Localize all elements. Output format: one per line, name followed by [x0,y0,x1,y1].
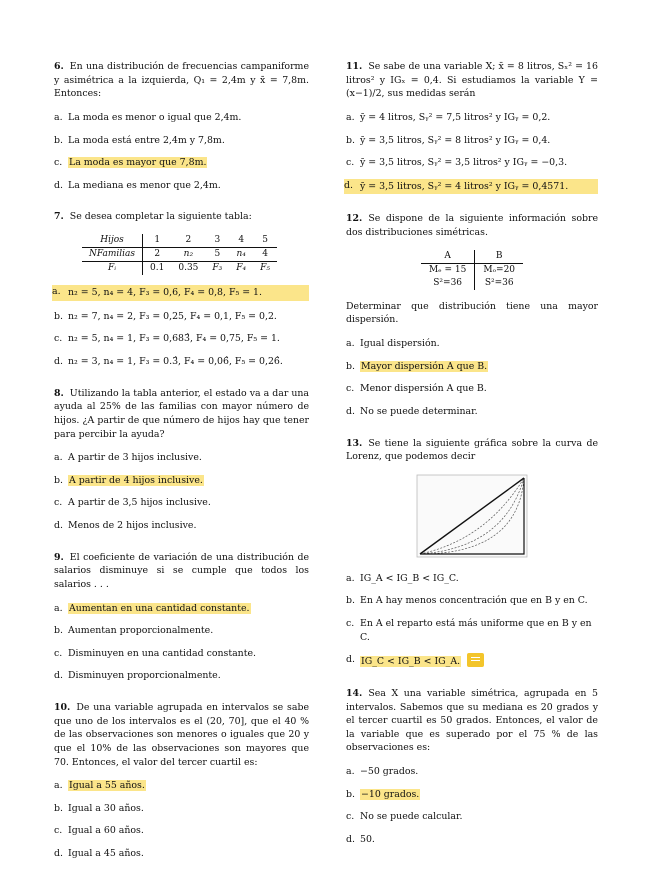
question-number: 6. [54,61,64,72]
question-number: 10. [54,702,71,714]
right-column [346,60,598,865]
table-cell: n₂ [171,248,205,262]
option-label: d. [54,520,63,532]
frequency-table [82,234,277,275]
option-label: c. [54,647,63,659]
option-text: Menos de 2 hijos inclusive. [68,520,197,532]
option-label: b. [54,310,63,322]
option-a[interactable] [346,572,598,586]
question-text: Se dispone de la siguiente información sobre dos distribuciones simétricas. [346,213,598,238]
option-d[interactable] [346,405,598,419]
option-a[interactable] [54,602,309,616]
option-label: d. [346,405,355,417]
option-label: a. [346,766,355,778]
question-text: Se sabe de una variable X; x̄ = 8 litros, Sₓ² = 16 litros² y IGₓ = 0,4. Si estudiamos la variable Y = (x−1)/2, sus medidas serán [346,61,598,100]
question-number: 7. [54,211,64,223]
question-stem [54,60,309,101]
option-label: b. [346,134,355,146]
option-text: ȳ = 3,5 litros, Sᵧ² = 8 litros² y IGᵧ = 0,4. [360,134,551,146]
highlighted-answer: ȳ = 3,5 litros, Sᵧ² = 4 litros² y IGᵧ = 0,4571. [360,180,569,192]
question-number: 9. [54,551,64,563]
option-label: a. [54,111,63,123]
option-label: a. [346,111,355,123]
question-6 [54,60,309,192]
option-label: b. [54,474,63,486]
option-label: c. [54,333,63,345]
table-cell: NFamilias [82,248,143,262]
table-cell: Mₑ = 15 [421,263,475,277]
option-b[interactable] [346,134,598,148]
option-label: a. [346,572,355,584]
question-7 [54,210,309,368]
comment-icon[interactable] [467,653,484,667]
option-label: d. [54,179,63,191]
highlighted-answer: n₂ = 5, n₄ = 4, F₃ = 0,6, F₄ = 0,8, F₅ = 1. [68,287,262,299]
option-label: a. [52,286,61,298]
question-stem [54,701,309,769]
option-text: Aumentan proporcionalmente. [68,625,214,637]
option-text: La moda está entre 2,4m y 7,8m. [68,134,225,146]
highlighted-answer: A partir de 4 hijos inclusive. [69,474,203,486]
option-b[interactable] [346,788,598,802]
option-b[interactable] [346,594,598,608]
option-d[interactable] [346,833,598,847]
option-b[interactable] [54,310,309,324]
option-d[interactable] [54,179,309,193]
option-c[interactable] [54,824,309,838]
option-label: d. [346,654,355,666]
question-11 [346,60,598,194]
option-a[interactable] [346,337,598,351]
highlighted-answer: IG_C < IG_B < IG_A. [361,656,461,668]
question-10 [54,701,309,861]
option-text: A partir de 3,5 hijos inclusive. [68,497,211,509]
option-c[interactable] [54,332,309,346]
table-cell: 1 [143,234,172,248]
option-text: 50. [360,833,375,845]
option-label: c. [54,497,63,509]
option-d[interactable] [344,179,598,195]
table-cell: 5 [253,234,277,248]
option-a[interactable] [346,765,598,779]
option-text: −50 grados. [360,766,419,778]
option-b[interactable] [54,474,309,488]
option-text: Igual a 60 años. [68,825,144,837]
question-number: 8. [54,387,64,399]
option-text: ȳ = 4 litros, Sᵧ² = 7,5 litros² y IGᵧ = 0,2. [360,111,551,123]
option-label: c. [346,811,355,823]
option-c[interactable] [346,156,598,170]
question-12 [346,212,598,418]
option-c[interactable] [54,496,309,510]
highlighted-answer: −10 grados. [361,788,420,800]
option-c[interactable] [346,382,598,396]
question-number: 13. [346,437,363,449]
table-cell: F₄ [236,263,247,274]
question-stem [346,687,598,755]
option-a[interactable] [346,111,598,125]
option-text: n₂ = 5, n₄ = 1, F₃ = 0,683̂, F₄ = 0,75, F₅ = 1. [68,333,280,345]
option-text: Igual a 45 años. [68,848,144,860]
option-text: En A el reparto está más uniforme que en B y en C. [360,618,592,643]
left-column [54,60,309,879]
table-cell: 0.35 [178,263,199,274]
question-text: De una variable agrupada en intervalos se sabe que uno de los intervalos es el (20, 70], que el 40 % de las observaciones son menores o iguales que 20 y que el 10% de las observaciones son mayores que 70. Entonces, el valor del tercer cuartil es: [54,702,309,768]
question-text: Utilizando la tabla anterior, el estado va a dar una ayuda al 25% de las familias con mayor número de hijos. ¿A partir de que número de hijos hay que tener para percibir la ayuda? [54,387,309,440]
question-stem [54,551,309,592]
question-number: 12. [346,213,363,225]
highlighted-answer: Igual a 55 años. [69,780,145,792]
table-cell: Mₒ=20 [483,264,516,275]
option-b[interactable] [54,802,309,816]
highlighted-answer: La moda es mayor que 7,8m. [69,157,207,169]
option-text: Menor dispersión A que B. [360,383,487,395]
option-text: En A hay menos concentración que en B y en C. [360,595,588,607]
option-label: b. [54,802,63,814]
option-label: d. [346,833,355,845]
question-stem [346,212,598,239]
option-c[interactable] [346,810,598,824]
option-text: IG_A < IG_B < IG_C. [360,572,459,584]
option-d[interactable] [346,653,598,669]
option-text: No se puede determinar. [360,405,478,417]
question-text: El coeficiente de variación de una distribución de salarios disminuye si se cumple que todos los salarios . . . [54,551,309,590]
option-text: Igual dispersión. [360,338,440,350]
table-cell: 2 [143,248,172,262]
option-label: b. [346,788,355,800]
question-14 [346,687,598,847]
option-a[interactable] [52,285,309,301]
option-label: c. [346,618,355,630]
table-header: B [475,250,523,264]
option-text: Disminuyen proporcionalmente. [68,670,221,682]
option-label: c. [346,157,355,169]
option-label: c. [54,825,63,837]
question-text: Sea X una variable simétrica, agrupada en 5 intervalos. Sabemos que su mediana es 20 grados y el tercer cuartil es 50 grados. Entonces, el valor de la variable que es superado por el 75 % de las observaciones es: [346,687,598,754]
option-a[interactable] [54,111,309,125]
option-d[interactable] [54,847,309,861]
lorenz-curve-chart [416,474,528,558]
option-label: b. [54,625,63,637]
option-text: La moda es menor o igual que 2,4m. [68,111,242,123]
option-c[interactable] [54,156,309,170]
option-text: Igual a 30 años. [68,802,144,814]
option-text: La mediana es menor que 2,4m. [68,179,221,191]
option-text: n₂ = 3, n₄ = 1, F₃ = 0.3̂, F₄ = 0,06̂, F₅ = 0,26̂. [68,356,283,368]
question-stem [346,437,598,464]
question-stem [54,387,309,442]
table-cell: S²=36 [484,277,514,288]
option-label: b. [54,134,63,146]
option-b[interactable] [54,624,309,638]
option-a[interactable] [54,779,309,793]
option-label: c. [346,383,355,395]
option-a[interactable] [54,451,309,465]
option-b[interactable] [346,360,598,374]
distribution-table [421,250,523,290]
option-label: d. [344,179,353,191]
table-cell: 4 [253,248,277,262]
option-label: a. [54,780,63,792]
table-cell: 5 [205,248,229,262]
table-header: A [421,250,475,264]
table-cell: Hijos [82,234,143,248]
option-text: No se puede calcular. [360,811,463,823]
option-label: d. [54,356,63,368]
table-cell: 2 [171,234,205,248]
question-13 [346,437,598,669]
question-9 [54,551,309,683]
option-label: d. [54,848,63,860]
highlighted-answer: Aumentan en una cantidad constante. [69,602,250,614]
option-d[interactable] [54,355,309,369]
option-c[interactable] [346,617,598,644]
option-b[interactable] [54,134,309,148]
table-cell: 3 [205,234,229,248]
option-d[interactable] [54,519,309,533]
option-text: ȳ = 3,5 litros, Sᵧ² = 3,5 litros² y IGᵧ = −0,3. [360,157,568,169]
option-d[interactable] [54,669,309,683]
question-8 [54,387,309,533]
option-label: a. [54,602,63,614]
table-cell: 4 [229,234,253,248]
option-text: Disminuyen en una cantidad constante. [68,647,257,659]
table-cell: F₃ [212,263,223,274]
table-cell: n₄ [229,248,253,262]
question-stem [54,210,309,224]
question-text: En una distribución de frecuencias campaniforme y asimétrica a la izquierda, Q₁ = 2,4m y x̄ = 7,8m. Entonces: [54,61,309,100]
table-cell: S²=36 [421,277,475,290]
option-label: b. [346,595,355,607]
question-number: 11. [346,61,363,72]
table-cell: 0.1 [150,263,165,274]
option-c[interactable] [54,647,309,661]
option-label: a. [346,338,355,350]
question-text: Se desea completar la siguiente tabla: [69,211,252,223]
question-followup: Determinar que distribución tiene una mayor dispersión. [346,300,598,326]
question-number: 14. [346,687,363,699]
option-label: b. [346,360,355,372]
table-cell: F₅ [260,263,270,274]
question-text: Se tiene la siguiente gráfica sobre la curva de Lorenz, que podemos decir [346,437,598,463]
option-text: n₂ = 7, n₄ = 2, F₃ = 0,25, F₄ = 0,1, F₅ = 0,2. [68,310,277,322]
highlighted-answer: Mayor dispersión A que B. [361,360,488,372]
option-label: a. [54,452,63,464]
question-stem [346,60,598,101]
table-cell: Fᵢ [82,262,143,276]
option-label: d. [54,670,63,682]
option-label: c. [54,157,63,169]
option-text: A partir de 3 hijos inclusive. [68,452,202,464]
